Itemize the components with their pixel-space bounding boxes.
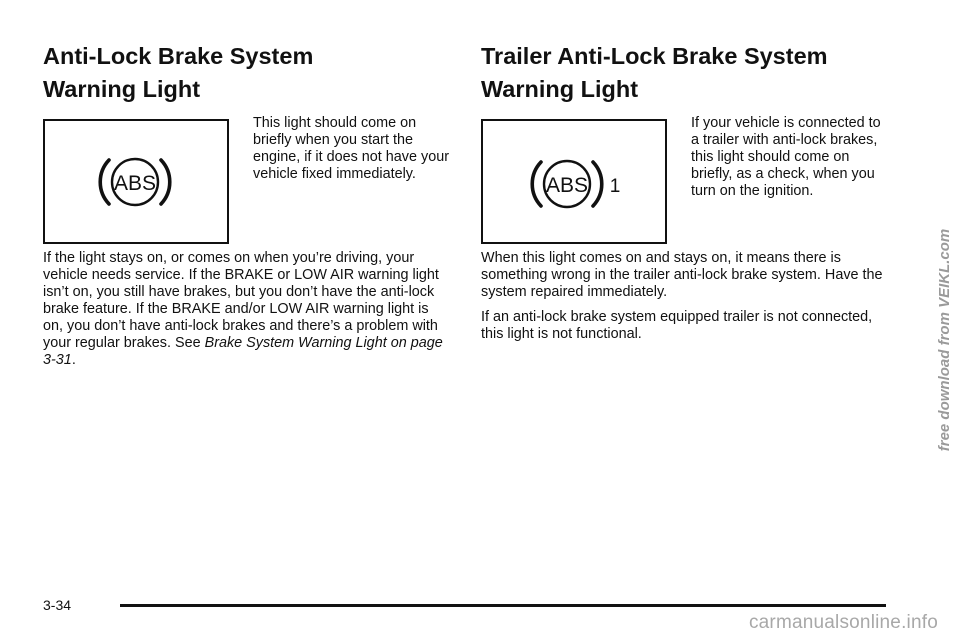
trailer-abs-warning-icon xyxy=(483,121,669,246)
site-watermark: carmanualsonline.info xyxy=(748,612,938,633)
abs-icon-label: ABS xyxy=(113,172,157,195)
trailer-abs-icon-suffix: 1 xyxy=(609,176,621,197)
right-column xyxy=(481,40,886,351)
trailer-abs-section-title xyxy=(481,40,886,106)
side-watermark: free download from VEIKL.com xyxy=(936,228,953,452)
trailer-abs-para-1: When this light comes on and stays on, it means there is something wrong in the trailer anti-lock brake system. Have the system repaired immediately. xyxy=(481,250,883,300)
footer-rule xyxy=(120,604,886,607)
trailer-abs-icon-box xyxy=(481,119,667,244)
left-column xyxy=(43,40,448,377)
abs-title-line-2: Warning Light xyxy=(43,76,201,102)
abs-body-text xyxy=(43,250,448,369)
trailer-title-line-2: Warning Light xyxy=(481,76,639,102)
abs-intro xyxy=(43,115,450,250)
abs-icon-box xyxy=(43,119,229,244)
abs-title-line-1: Anti-Lock Brake System xyxy=(43,43,314,69)
trailer-abs-intro xyxy=(481,115,886,250)
abs-body-main: If the light stays on, or comes on when you’re driving, your vehicle needs service. If the BRAKE or LOW AIR warning light isn’t on, you still have brakes, but you don’t have the anti-lock brake feature. If the BRAKE and/or LOW AIR warning light is on, you don’t have anti-lock brakes and there’s a problem with your regular brakes. See xyxy=(43,250,439,351)
trailer-abs-icon-label: ABS xyxy=(545,174,589,197)
abs-body-end: . xyxy=(71,352,76,368)
abs-side-text: This light should come on briefly when you start the engine, if it does not have your vehicle fixed immediately. xyxy=(253,115,450,182)
trailer-abs-para-2: If an anti-lock brake system equipped trailer is not connected, this light is not functional. xyxy=(481,309,873,342)
trailer-abs-side-text: If your vehicle is connected to a trailer with anti-lock brakes, this light should come on briefly, as a check, when you turn on the ignition. xyxy=(691,115,881,199)
trailer-title-line-1: Trailer Anti-Lock Brake System xyxy=(481,43,828,69)
abs-section-title xyxy=(43,40,448,106)
page-number: 3-34 xyxy=(43,597,72,613)
brake-warning-reference: Brake System Warning Light on page 3-31 xyxy=(43,335,443,368)
abs-warning-icon xyxy=(45,121,231,246)
